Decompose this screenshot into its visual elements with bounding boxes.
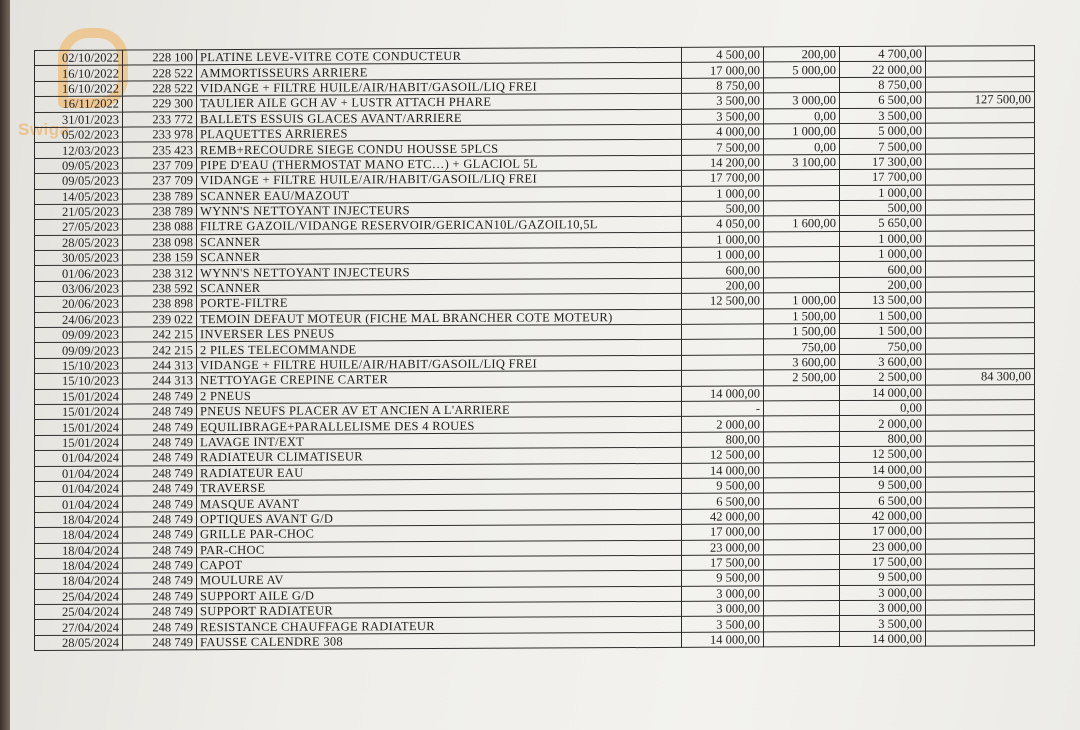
description-cell: MASQUE AVANT bbox=[197, 494, 682, 512]
invoice-ref-cell: 238 159 bbox=[123, 250, 197, 266]
subtotal-cell bbox=[926, 615, 1035, 631]
date-cell: 09/05/2023 bbox=[35, 158, 123, 174]
invoice-ref-cell: 238 098 bbox=[123, 234, 197, 250]
amount-parts-cell: 3 000,00 bbox=[682, 586, 764, 602]
subtotal-cell bbox=[926, 384, 1035, 400]
amount-labor-cell: 750,00 bbox=[764, 339, 840, 355]
date-cell: 24/06/2023 bbox=[35, 312, 123, 328]
amount-labor-cell: 1 500,00 bbox=[764, 324, 840, 340]
date-cell: 15/10/2023 bbox=[35, 373, 123, 389]
invoice-ref-cell: 244 313 bbox=[123, 358, 197, 374]
description-cell: PIPE D'EAU (THERMOSTAT MANO ETC…) + GLACIOL 5L bbox=[197, 155, 682, 173]
amount-parts-cell: 1 000,00 bbox=[682, 185, 764, 201]
invoice-ref-cell: 228 522 bbox=[123, 80, 197, 96]
amount-labor-cell: 0,00 bbox=[764, 108, 840, 124]
description-cell: SUPPORT AILE G/D bbox=[197, 586, 682, 604]
invoice-ref-cell: 237 709 bbox=[123, 157, 197, 173]
amount-labor-cell bbox=[764, 478, 840, 494]
date-cell: 12/03/2023 bbox=[35, 142, 123, 158]
amount-labor-cell: 1 000,00 bbox=[764, 293, 840, 309]
amount-total-cell: 8 750,00 bbox=[840, 77, 926, 93]
amount-parts-cell: 42 000,00 bbox=[682, 509, 764, 525]
invoice-ref-cell: 238 312 bbox=[123, 265, 197, 281]
subtotal-cell bbox=[926, 76, 1035, 92]
amount-parts-cell: 4 000,00 bbox=[682, 124, 764, 140]
amount-total-cell: 3 000,00 bbox=[840, 600, 926, 616]
amount-parts-cell: - bbox=[682, 401, 764, 417]
description-cell: BALLETS ESSUIS GLACES AVANT/ARRIERE bbox=[197, 109, 682, 127]
page-edge-shadow bbox=[0, 0, 10, 730]
date-cell: 14/05/2023 bbox=[35, 189, 123, 205]
invoice-ref-cell: 248 749 bbox=[123, 481, 197, 497]
amount-total-cell: 750,00 bbox=[840, 339, 926, 355]
amount-parts-cell: 2 000,00 bbox=[682, 416, 764, 432]
invoice-ref-cell: 238 088 bbox=[123, 219, 197, 235]
amount-parts-cell: 1 000,00 bbox=[682, 247, 764, 263]
description-cell: VIDANGE + FILTRE HUILE/AIR/HABIT/GASOIL/LIQ FREI bbox=[197, 170, 682, 188]
amount-parts-cell: 14 000,00 bbox=[682, 462, 764, 478]
amount-labor-cell: 1 500,00 bbox=[764, 308, 840, 324]
amount-total-cell: 1 500,00 bbox=[840, 323, 926, 339]
invoice-ref-cell: 238 592 bbox=[123, 281, 197, 297]
description-cell: WYNN'S NETTOYANT INJECTEURS bbox=[197, 201, 682, 219]
amount-parts-cell: 500,00 bbox=[682, 201, 764, 217]
description-cell: SCANNER bbox=[197, 232, 682, 250]
description-cell: VIDANGE + FILTRE HUILE/AIR/HABIT/GASOIL/LIQ FREI bbox=[197, 355, 682, 373]
description-cell: MOULURE AV bbox=[197, 571, 682, 589]
date-cell: 01/04/2024 bbox=[35, 496, 123, 512]
amount-labor-cell bbox=[764, 416, 840, 432]
invoice-ref-cell: 233 772 bbox=[123, 111, 197, 127]
description-cell: SCANNER bbox=[197, 247, 682, 265]
subtotal-cell bbox=[926, 323, 1035, 339]
description-cell: FAUSSE CALENDRE 308 bbox=[197, 632, 682, 650]
amount-total-cell: 1 000,00 bbox=[840, 246, 926, 262]
subtotal-cell bbox=[926, 292, 1035, 308]
description-cell: OPTIQUES AVANT G/D bbox=[197, 509, 682, 527]
invoice-ref-cell: 248 749 bbox=[123, 450, 197, 466]
amount-parts-cell bbox=[682, 309, 764, 325]
date-cell: 03/06/2023 bbox=[35, 281, 123, 297]
invoice-ref-cell: 242 215 bbox=[123, 327, 197, 343]
description-cell: VIDANGE + FILTRE HUILE/AIR/HABIT/GASOIL/LIQ FREI bbox=[197, 78, 682, 96]
invoice-ref-cell: 248 749 bbox=[123, 542, 197, 558]
amount-total-cell: 14 000,00 bbox=[840, 385, 926, 401]
subtotal-cell bbox=[926, 246, 1035, 262]
subtotal-cell bbox=[926, 307, 1035, 323]
subtotal-cell bbox=[926, 630, 1035, 646]
amount-total-cell: 7 500,00 bbox=[840, 138, 926, 154]
invoice-ref-cell: 238 898 bbox=[123, 296, 197, 312]
subtotal-cell bbox=[926, 107, 1035, 123]
date-cell: 01/06/2023 bbox=[35, 266, 123, 282]
subtotal-cell bbox=[926, 169, 1035, 185]
subtotal-cell bbox=[926, 46, 1035, 62]
amount-labor-cell bbox=[764, 539, 840, 555]
subtotal-cell bbox=[926, 477, 1035, 493]
amount-labor-cell bbox=[764, 616, 840, 632]
amount-total-cell: 23 000,00 bbox=[840, 539, 926, 555]
amount-labor-cell: 200,00 bbox=[764, 47, 840, 63]
date-cell: 16/10/2022 bbox=[35, 65, 123, 81]
amount-total-cell: 22 000,00 bbox=[840, 62, 926, 78]
amount-total-cell: 4 700,00 bbox=[840, 46, 926, 62]
date-cell: 02/10/2022 bbox=[35, 50, 123, 66]
date-cell: 18/04/2024 bbox=[35, 512, 123, 528]
amount-parts-cell: 12 500,00 bbox=[682, 293, 764, 309]
invoice-ref-cell: 229 300 bbox=[123, 96, 197, 112]
subtotal-cell bbox=[926, 153, 1035, 169]
subtotal-cell bbox=[926, 261, 1035, 277]
amount-total-cell: 3 500,00 bbox=[840, 108, 926, 124]
description-cell: FILTRE GAZOIL/VIDANGE RESERVOIR/GERICAN10L/GAZOIL10,5L bbox=[197, 217, 682, 235]
description-cell: SCANNER bbox=[197, 278, 682, 296]
subtotal-cell bbox=[926, 123, 1035, 139]
date-cell: 18/04/2024 bbox=[35, 543, 123, 559]
date-cell: 15/01/2024 bbox=[35, 404, 123, 420]
date-cell: 18/04/2024 bbox=[35, 573, 123, 589]
ledger-table bbox=[34, 45, 1035, 651]
amount-total-cell: 6 500,00 bbox=[840, 492, 926, 508]
amount-parts-cell: 4 050,00 bbox=[682, 216, 764, 232]
amount-total-cell: 3 600,00 bbox=[840, 354, 926, 370]
invoice-ref-cell: 239 022 bbox=[123, 311, 197, 327]
amount-total-cell: 12 500,00 bbox=[840, 446, 926, 462]
date-cell: 09/05/2023 bbox=[35, 173, 123, 189]
invoice-ref-cell: 244 313 bbox=[123, 373, 197, 389]
description-cell: SUPPORT RADIATEUR bbox=[197, 601, 682, 619]
subtotal-cell bbox=[926, 353, 1035, 369]
invoice-ref-cell: 248 749 bbox=[123, 496, 197, 512]
invoice-ref-cell: 248 749 bbox=[123, 635, 197, 651]
invoice-ref-cell: 233 978 bbox=[123, 127, 197, 143]
amount-parts-cell: 3 500,00 bbox=[682, 93, 764, 109]
subtotal-cell bbox=[926, 569, 1035, 585]
amount-parts-cell: 9 500,00 bbox=[682, 570, 764, 586]
description-cell: TAULIER AILE GCH AV + LUSTR ATTACH PHARE bbox=[197, 94, 682, 112]
amount-labor-cell: 0,00 bbox=[764, 139, 840, 155]
subtotal-cell bbox=[926, 446, 1035, 462]
amount-labor-cell: 3 600,00 bbox=[764, 354, 840, 370]
date-cell: 15/10/2023 bbox=[35, 358, 123, 374]
amount-labor-cell bbox=[764, 231, 840, 247]
date-cell: 05/02/2023 bbox=[35, 127, 123, 143]
amount-total-cell: 500,00 bbox=[840, 200, 926, 216]
subtotal-cell bbox=[926, 430, 1035, 446]
description-cell: INVERSER LES PNEUS bbox=[197, 324, 682, 342]
subtotal-cell bbox=[926, 492, 1035, 508]
subtotal-cell bbox=[926, 230, 1035, 246]
invoice-ref-cell: 242 215 bbox=[123, 342, 197, 358]
ledger-body bbox=[35, 46, 1035, 651]
subtotal-cell bbox=[926, 507, 1035, 523]
amount-total-cell: 6 500,00 bbox=[840, 92, 926, 108]
date-cell: 01/04/2024 bbox=[35, 450, 123, 466]
date-cell: 15/01/2024 bbox=[35, 435, 123, 451]
invoice-ref-cell: 228 100 bbox=[123, 50, 197, 66]
amount-labor-cell bbox=[764, 77, 840, 93]
amount-labor-cell bbox=[764, 277, 840, 293]
amount-labor-cell bbox=[764, 247, 840, 263]
amount-total-cell: 9 500,00 bbox=[840, 569, 926, 585]
amount-parts-cell: 3 000,00 bbox=[682, 601, 764, 617]
amount-labor-cell bbox=[764, 200, 840, 216]
invoice-ref-cell: 248 749 bbox=[123, 619, 197, 635]
description-cell: NETTOYAGE CREPINE CARTER bbox=[197, 371, 682, 389]
description-cell: WYNN'S NETTOYANT INJECTEURS bbox=[197, 263, 682, 281]
amount-total-cell: 2 000,00 bbox=[840, 416, 926, 432]
subtotal-cell bbox=[926, 538, 1035, 554]
amount-total-cell: 14 000,00 bbox=[840, 631, 926, 647]
amount-total-cell: 3 500,00 bbox=[840, 616, 926, 632]
date-cell: 18/04/2024 bbox=[35, 558, 123, 574]
description-cell: TRAVERSE bbox=[197, 478, 682, 496]
amount-labor-cell bbox=[764, 401, 840, 417]
amount-parts-cell bbox=[682, 355, 764, 371]
amount-labor-cell bbox=[764, 170, 840, 186]
amount-parts-cell: 4 500,00 bbox=[682, 47, 764, 63]
amount-parts-cell: 12 500,00 bbox=[682, 447, 764, 463]
date-cell: 25/04/2024 bbox=[35, 604, 123, 620]
description-cell: RADIATEUR EAU bbox=[197, 463, 682, 481]
amount-labor-cell bbox=[764, 185, 840, 201]
description-cell: AMMORTISSEURS ARRIERE bbox=[197, 63, 682, 81]
subtotal-cell bbox=[926, 600, 1035, 616]
subtotal-cell bbox=[926, 338, 1035, 354]
subtotal-cell bbox=[926, 523, 1035, 539]
amount-labor-cell: 5 000,00 bbox=[764, 62, 840, 78]
amount-labor-cell: 1 600,00 bbox=[764, 216, 840, 232]
invoice-ref-cell: 248 749 bbox=[123, 558, 197, 574]
invoice-ref-cell: 248 749 bbox=[123, 527, 197, 543]
amount-parts-cell: 14 000,00 bbox=[682, 386, 764, 402]
amount-labor-cell: 3 000,00 bbox=[764, 93, 840, 109]
amount-labor-cell bbox=[764, 601, 840, 617]
amount-total-cell: 1 000,00 bbox=[840, 231, 926, 247]
amount-total-cell: 1 000,00 bbox=[840, 185, 926, 201]
date-cell: 30/05/2023 bbox=[35, 250, 123, 266]
amount-labor-cell bbox=[764, 262, 840, 278]
subtotal-cell bbox=[926, 584, 1035, 600]
amount-total-cell: 17 500,00 bbox=[840, 554, 926, 570]
amount-parts-cell: 14 200,00 bbox=[682, 155, 764, 171]
amount-parts-cell: 6 500,00 bbox=[682, 493, 764, 509]
amount-labor-cell: 2 500,00 bbox=[764, 370, 840, 386]
date-cell: 28/05/2023 bbox=[35, 235, 123, 251]
amount-parts-cell: 8 750,00 bbox=[682, 78, 764, 94]
invoice-ref-cell: 248 749 bbox=[123, 404, 197, 420]
ledger-sheet bbox=[34, 45, 1034, 704]
date-cell: 15/01/2024 bbox=[35, 419, 123, 435]
amount-labor-cell bbox=[764, 385, 840, 401]
amount-total-cell: 5 650,00 bbox=[840, 215, 926, 231]
amount-parts-cell: 9 500,00 bbox=[682, 478, 764, 494]
subtotal-cell bbox=[926, 415, 1035, 431]
description-cell: PORTE-FILTRE bbox=[197, 294, 682, 312]
amount-parts-cell: 7 500,00 bbox=[682, 139, 764, 155]
description-cell: 2 PILES TELECOMMANDE bbox=[197, 340, 682, 358]
date-cell: 25/04/2024 bbox=[35, 589, 123, 605]
amount-total-cell: 0,00 bbox=[840, 400, 926, 416]
subtotal-cell bbox=[926, 184, 1035, 200]
amount-labor-cell bbox=[764, 493, 840, 509]
date-cell: 16/10/2022 bbox=[35, 81, 123, 97]
amount-labor-cell bbox=[764, 447, 840, 463]
invoice-ref-cell: 248 749 bbox=[123, 419, 197, 435]
amount-total-cell: 3 000,00 bbox=[840, 585, 926, 601]
date-cell: 18/04/2024 bbox=[35, 527, 123, 543]
amount-labor-cell bbox=[764, 554, 840, 570]
invoice-ref-cell: 248 749 bbox=[123, 434, 197, 450]
invoice-ref-cell: 248 749 bbox=[123, 465, 197, 481]
amount-parts-cell: 17 500,00 bbox=[682, 555, 764, 571]
date-cell: 27/05/2023 bbox=[35, 219, 123, 235]
subtotal-cell bbox=[926, 138, 1035, 154]
date-cell: 28/05/2024 bbox=[35, 635, 123, 651]
invoice-ref-cell: 237 709 bbox=[123, 173, 197, 189]
date-cell: 15/01/2024 bbox=[35, 389, 123, 405]
amount-parts-cell bbox=[682, 324, 764, 340]
amount-parts-cell: 200,00 bbox=[682, 278, 764, 294]
subtotal-cell bbox=[926, 461, 1035, 477]
date-cell: 21/05/2023 bbox=[35, 204, 123, 220]
description-cell: EQUILIBRAGE+PARALLELISME DES 4 ROUES bbox=[197, 417, 682, 435]
description-cell: TEMOIN DEFAUT MOTEUR (FICHE MAL BRANCHER COTE MOTEUR) bbox=[197, 309, 682, 327]
amount-labor-cell bbox=[764, 524, 840, 540]
subtotal-cell bbox=[926, 215, 1035, 231]
amount-parts-cell: 3 500,00 bbox=[682, 108, 764, 124]
invoice-ref-cell: 238 789 bbox=[123, 204, 197, 220]
amount-parts-cell: 17 700,00 bbox=[682, 170, 764, 186]
invoice-ref-cell: 248 749 bbox=[123, 388, 197, 404]
amount-labor-cell bbox=[764, 570, 840, 586]
subtotal-cell bbox=[926, 554, 1035, 570]
amount-total-cell: 800,00 bbox=[840, 431, 926, 447]
amount-total-cell: 9 500,00 bbox=[840, 477, 926, 493]
amount-total-cell: 200,00 bbox=[840, 277, 926, 293]
amount-total-cell: 1 500,00 bbox=[840, 308, 926, 324]
description-cell: PLATINE LEVE-VITRE COTE CONDUCTEUR bbox=[197, 47, 682, 65]
amount-parts-cell: 800,00 bbox=[682, 432, 764, 448]
amount-parts-cell: 600,00 bbox=[682, 262, 764, 278]
amount-total-cell: 17 300,00 bbox=[840, 154, 926, 170]
amount-labor-cell: 1 000,00 bbox=[764, 124, 840, 140]
date-cell: 09/09/2023 bbox=[35, 342, 123, 358]
description-cell: SCANNER EAU/MAZOUT bbox=[197, 186, 682, 204]
description-cell: REMB+RECOUDRE SIEGE CONDU HOUSSE 5PLCS bbox=[197, 140, 682, 158]
description-cell: RESISTANCE CHAUFFAGE RADIATEUR bbox=[197, 617, 682, 635]
subtotal-cell: 127 500,00 bbox=[926, 92, 1035, 108]
subtotal-cell: 84 300,00 bbox=[926, 369, 1035, 385]
amount-parts-cell bbox=[682, 339, 764, 355]
amount-parts-cell: 3 500,00 bbox=[682, 616, 764, 632]
invoice-ref-cell: 228 522 bbox=[123, 65, 197, 81]
invoice-ref-cell: 248 749 bbox=[123, 604, 197, 620]
amount-parts-cell: 1 000,00 bbox=[682, 232, 764, 248]
subtotal-cell bbox=[926, 400, 1035, 416]
invoice-ref-cell: 248 749 bbox=[123, 588, 197, 604]
description-cell: RADIATEUR CLIMATISEUR bbox=[197, 447, 682, 465]
amount-labor-cell: 3 100,00 bbox=[764, 154, 840, 170]
amount-total-cell: 2 500,00 bbox=[840, 369, 926, 385]
subtotal-cell bbox=[926, 61, 1035, 77]
description-cell: PLAQUETTES ARRIERES bbox=[197, 124, 682, 142]
description-cell: GRILLE PAR-CHOC bbox=[197, 524, 682, 542]
amount-labor-cell bbox=[764, 631, 840, 647]
invoice-ref-cell: 248 749 bbox=[123, 511, 197, 527]
amount-labor-cell bbox=[764, 462, 840, 478]
date-cell: 01/04/2024 bbox=[35, 466, 123, 482]
subtotal-cell bbox=[926, 276, 1035, 292]
amount-total-cell: 600,00 bbox=[840, 262, 926, 278]
amount-labor-cell bbox=[764, 431, 840, 447]
amount-parts-cell: 17 000,00 bbox=[682, 524, 764, 540]
description-cell: PNEUS NEUFS PLACER AV ET ANCIEN A L'ARRIERE bbox=[197, 401, 682, 419]
amount-total-cell: 42 000,00 bbox=[840, 508, 926, 524]
amount-parts-cell: 23 000,00 bbox=[682, 539, 764, 555]
amount-total-cell: 17 700,00 bbox=[840, 169, 926, 185]
description-cell: 2 PNEUS bbox=[197, 386, 682, 404]
amount-total-cell: 14 000,00 bbox=[840, 462, 926, 478]
description-cell: LAVAGE INT/EXT bbox=[197, 432, 682, 450]
date-cell: 16/11/2022 bbox=[35, 96, 123, 112]
amount-labor-cell bbox=[764, 585, 840, 601]
invoice-ref-cell: 248 749 bbox=[123, 573, 197, 589]
date-cell: 01/04/2024 bbox=[35, 481, 123, 497]
amount-total-cell: 13 500,00 bbox=[840, 292, 926, 308]
date-cell: 09/09/2023 bbox=[35, 327, 123, 343]
amount-total-cell: 17 000,00 bbox=[840, 523, 926, 539]
date-cell: 31/01/2023 bbox=[35, 112, 123, 128]
date-cell: 20/06/2023 bbox=[35, 296, 123, 312]
description-cell: CAPOT bbox=[197, 555, 682, 573]
amount-parts-cell: 17 000,00 bbox=[682, 62, 764, 78]
amount-labor-cell bbox=[764, 508, 840, 524]
subtotal-cell bbox=[926, 200, 1035, 216]
description-cell: PAR-CHOC bbox=[197, 540, 682, 558]
amount-parts-cell: 14 000,00 bbox=[682, 632, 764, 648]
amount-total-cell: 5 000,00 bbox=[840, 123, 926, 139]
amount-parts-cell bbox=[682, 370, 764, 386]
invoice-ref-cell: 238 789 bbox=[123, 188, 197, 204]
watermark-text: Swiga bbox=[18, 120, 70, 139]
invoice-ref-cell: 235 423 bbox=[123, 142, 197, 158]
date-cell: 27/04/2024 bbox=[35, 620, 123, 636]
